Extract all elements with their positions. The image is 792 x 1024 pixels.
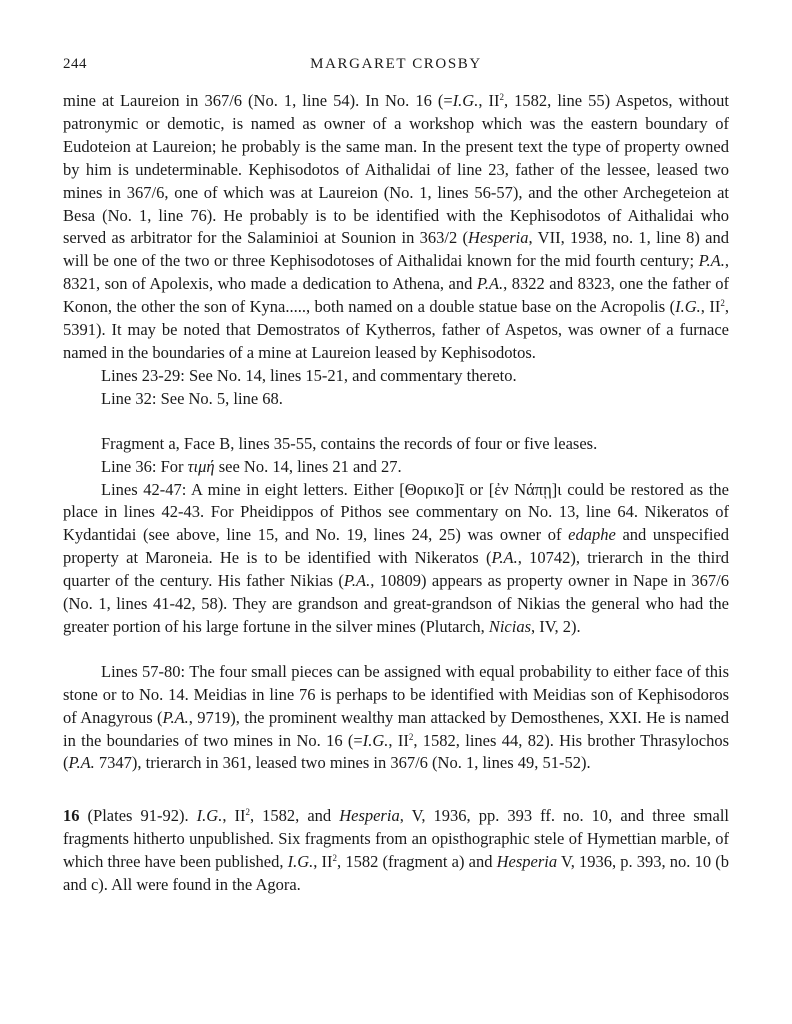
italic-text: I.G. [675, 297, 701, 317]
superscript: 2 [408, 731, 414, 742]
superscript: 2 [332, 853, 338, 864]
text-run: , 1582, line 55) Aspetos, without patronymic or demotic, is named as owner of a workshop which was the eastern boundary of Eudoteion at Laureion; he probably is the same man. In the present text the type of property owned by him is undeterminable. Kephisodotos of Aithalidai of line 23, father of the lessee, leased two mines in 367/6, one of which was at Laureion (No. 1, lines 56-57), and the other Archegeteion at Besa (No. 1, line 76). He probably is to be identified with the Kephisodotos of Aithalidai who served as arbitrator for the Salaminioi at Sounion in 363/2 ( [63, 91, 729, 248]
text-run: V, 1936, p. 393, no. 10 (b and c). All were found in the Agora. [63, 852, 729, 895]
italic-text: I.G. [452, 91, 479, 110]
italic-text: P.A. [698, 251, 725, 271]
text-run: , 8322 and 8323, one the father of Konon, the other the son of Kyna....., both named on a double statue base on the Acropolis ( [63, 274, 729, 317]
italic-text: I.G. [362, 730, 389, 750]
paragraph-p8 [63, 805, 729, 897]
paragraph-gap [63, 411, 729, 433]
italic-text: I.G. [287, 852, 314, 872]
text-run: , 1582, and [250, 806, 340, 826]
body-text [63, 90, 729, 897]
text-run: , II [700, 297, 721, 317]
text-run: , IV, 2). [531, 616, 581, 636]
text-run: Lines 57-80: The four small pieces can be assigned with equal probability to either face of this stone or to No. 14. Meidias in line 76 is perhaps to be identified with Meidias son of Kephisodoros of Anagyrous ( [63, 661, 729, 727]
paragraph-p6 [63, 479, 729, 639]
text-run: , 8321, son of Apolexis, who made a dedication to Athena, and [63, 251, 729, 294]
superscript: 2 [720, 298, 725, 309]
italic-text: Hesperia [468, 228, 529, 248]
text-run: , 10742), trierarch in the third quarter of the century. His father Nikias ( [63, 548, 729, 591]
paragraph-p1 [63, 90, 729, 365]
page-header [63, 56, 729, 80]
text-run: Line 32: See No. 5, line 68. [101, 388, 283, 408]
italic-text: I.G. [196, 806, 223, 826]
text-run: Fragment a, Face B, lines 35-55, contains the records of four or five leases. [101, 433, 598, 453]
italic-text: Hesperia [496, 852, 558, 872]
text-run: , II [313, 852, 333, 872]
superscript: 2 [245, 807, 250, 818]
text-run: mine at Laureion in 367/6 (No. 1, line 54). In No. 16 (= [63, 91, 453, 110]
paragraph-gap [63, 775, 729, 805]
italic-text: P.A. [162, 707, 189, 727]
paragraph-p2 [63, 365, 729, 388]
text-run: (Plates 91-92). [79, 806, 197, 826]
italic-text: P.A. [491, 548, 518, 568]
text-run: , II [222, 806, 246, 826]
text-run: , 1582 (fragment a) and [337, 852, 497, 872]
text-run: , 9719), the prominent wealthy man attacked by Demosthenes, XXI. He is named in the boundaries of two mines in No. 16 (= [63, 707, 729, 750]
text-run: , VII, 1938, no. 1, line 8) and will be one of the two or three Kephisodotoses of Aithalidai known for the mid fourth century; [63, 228, 729, 271]
paragraph-p7 [63, 661, 729, 776]
paragraph-p3 [63, 388, 729, 411]
text-run: see No. 14, lines 21 and 27. [214, 456, 402, 476]
text-run: Lines 42-47: A mine in eight letters. Either [Θορικο]ῖ or [ἐν Νάπῃ]ι could be restored as the place in lines 42-43. For Pheidippos of Pithos see commentary on No. 13, line 64. Nikeratos of Kydantidai (see above, line 15, and No. 19, lines 24, 25) was owner of [63, 479, 729, 545]
paragraph-p4 [63, 433, 729, 456]
italic-text: τιμή [187, 456, 215, 476]
text-run: , II [388, 730, 409, 750]
superscript: 2 [499, 92, 505, 102]
italic-text: P.A. [68, 753, 95, 773]
text-run: 7347), trierarch in 361, leased two mines in 367/6 (No. 1, lines 49, 51-52). [94, 753, 591, 773]
text-run: Lines 23-29: See No. 14, lines 15-21, and commentary thereto. [101, 365, 517, 385]
italic-text: P.A. [476, 274, 504, 294]
text-run: , 1582, lines 44, 82). His brother Thrasylochos ( [63, 730, 729, 773]
text-run: , 10809) appears as property owner in Nape in 367/6 (No. 1, lines 41-42, 58). They are grandson and great-grandson of Nikias the general who had the greater portion of his large fortune in the silver mines (Plutarch, [63, 571, 729, 636]
text-run: Line 36: For [101, 456, 188, 476]
page-number: 244 [63, 56, 87, 72]
paragraph-p5 [63, 456, 729, 479]
text-run: , V, 1936, pp. 393 ff. no. 10, and three small fragments hitherto unpublished. Six fragments from an opisthographic stele of Hymettian marble, of which three have been published, [63, 806, 729, 872]
paragraph-gap [63, 639, 729, 661]
italic-text: Hesperia [339, 806, 400, 826]
italic-text: edaphe [568, 525, 616, 545]
text-run: , 5391). It may be noted that Demostratos of Kytherros, father of Aspetos, was owner of a furnace named in the boundaries of a mine at Laureion leased by Kephisodotos. [63, 297, 729, 362]
text-run: and unspecified property at Maroneia. He is to be identified with Nikeratos ( [63, 525, 729, 568]
entry-number: 16 [63, 806, 80, 826]
italic-text: P.A. [343, 571, 371, 591]
running-title: MARGARET CROSBY [310, 56, 482, 72]
text-run: , II [478, 91, 500, 110]
italic-text: Nicias [488, 616, 531, 636]
